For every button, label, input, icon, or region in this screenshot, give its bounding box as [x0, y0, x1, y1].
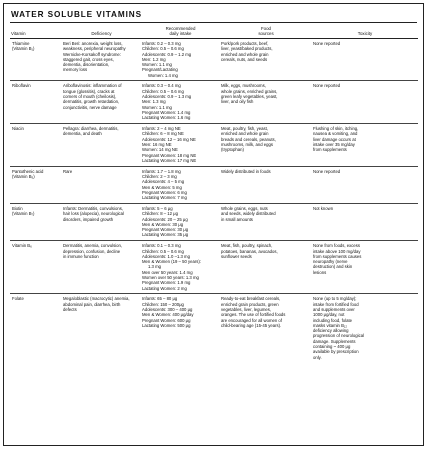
sources-line: enriched grain products, green [221, 301, 279, 307]
vitamin-table [10, 26, 418, 362]
vitamin-table-panel [3, 3, 424, 446]
cell-deficiency [62, 81, 141, 124]
toxicity-line: None reported [313, 168, 341, 174]
toxicity-line: only. [313, 354, 322, 360]
vitamin-line: (Vitamin B₅) [12, 173, 35, 179]
deficiency-line: Wernicke-Korsakoff syndrome: [63, 51, 121, 57]
deficiency-line: dermatitis, growth retardation, [63, 99, 120, 105]
table-row [10, 38, 418, 81]
intake-line: Women: 1.1 mg [142, 62, 172, 68]
deficiency-line: defects [63, 306, 77, 312]
sources-line: Meat, poultry, fish, yeast, [221, 126, 268, 132]
toxicity-line: None (up to 5 mg/day); [313, 296, 357, 302]
deficiency-line: tongue (glossitis), cracks at [63, 88, 115, 94]
page-title: WATER SOLUBLE VITAMINS [11, 10, 142, 19]
deficiency-line: dementia, and death [63, 131, 102, 137]
toxicity-line: progression of neurological [313, 333, 365, 339]
intake-line: Children: 8 – 12 μg [142, 211, 178, 217]
intake-line: 1.3 mg [148, 264, 161, 270]
intake-line: Adolescents: 300 – 400 μg [142, 306, 193, 312]
vitamin-line: Riboflavin [12, 83, 31, 89]
sources-line: Milk, eggs, mushrooms, [221, 83, 266, 89]
cell-intake [141, 38, 220, 81]
column-header-intake-line: Recommended [165, 26, 196, 31]
cell-intake [141, 294, 220, 363]
toxicity-line: intake from fortified food [313, 301, 359, 307]
intake-line: Children: 0.5 – 0.6 mg [142, 46, 184, 52]
intake-line: Adolescents: 1.0 –1.3 mg [142, 253, 190, 259]
column-header-intake-line: daily intake [169, 31, 192, 37]
column-header-sources [220, 26, 312, 38]
intake-line: Lactating Women: 35 μg [142, 232, 189, 238]
cell-deficiency [62, 166, 141, 203]
cell-vitamin [10, 38, 62, 81]
toxicity-line: deficiency allowing [313, 328, 349, 334]
intake-line: Infants: 65 – 80 μg [142, 296, 178, 302]
intake-line: Pregnant Women: 1.9 mg [142, 280, 191, 286]
toxicity-line: masks vitamin B₁₂ [313, 322, 348, 328]
cell-intake [141, 124, 220, 167]
deficiency-line: hair loss (alopecia), neurological [63, 211, 124, 217]
cell-toxicity [312, 166, 418, 203]
cell-deficiency [62, 294, 141, 363]
deficiency-line: memory loss [63, 67, 88, 73]
intake-line: Children: 0.5 – 0.6 mg [142, 248, 184, 254]
cell-vitamin [10, 294, 62, 363]
deficiency-line: weakness, peripheral neuropathy [63, 46, 126, 52]
cell-intake [141, 203, 220, 240]
cell-vitamin [10, 203, 62, 240]
toxicity-line: containing ~ 400 μg [313, 344, 351, 350]
toxicity-line: available by prescription [313, 349, 359, 355]
intake-line: Infants: 0.2 – 0.3 mg [142, 40, 181, 46]
vitamin-line: Thiamine [12, 40, 30, 46]
toxicity-line: intake over 35 mg/day [313, 141, 355, 147]
cell-sources [220, 294, 312, 363]
sources-line: whole grains, enriched grains, [221, 88, 278, 94]
toxicity-line: 1000 μg/day, not [313, 312, 345, 318]
column-header-sources-line: sources [258, 31, 274, 37]
deficiency-line: conjunctivitis, nerve damage [63, 104, 117, 110]
deficiency-line: Rare [63, 168, 73, 174]
intake-line: Women: 1.1 mg [142, 104, 172, 110]
intake-line: Infants: 2 – 4 mg NE [142, 126, 181, 132]
toxicity-line: None from foods, excess [313, 243, 361, 249]
deficiency-line: dementia, disorientation, [63, 62, 110, 68]
table-row [10, 241, 418, 294]
column-header-intake [141, 26, 220, 38]
sources-line: Meat, fish, poultry, spinach, [221, 243, 273, 249]
deficiency-line: Ariboflavinosis: inflammation of [63, 83, 122, 89]
deficiency-line: Megaloblastic (macrocytic) anemia, [63, 296, 130, 302]
vitamin-line: Folate [12, 296, 24, 302]
intake-line: Men & Women: 400 μg/day [142, 312, 194, 318]
intake-line: Men over 50 years: 1.4 mg [142, 269, 193, 275]
intake-line: Men & Women: 30 μg [142, 221, 184, 227]
cell-sources [220, 203, 312, 240]
toxicity-line: from supplements [313, 147, 347, 153]
deficiency-line: depression, confusion, decline [63, 248, 121, 254]
vitamin-line: Biotin [12, 205, 23, 211]
intake-line: Adolescents: 20 – 25 μg [142, 216, 188, 222]
sources-line: Whole grains, eggs, nuts [221, 205, 268, 211]
sources-line: liver, yeast/baked products, [221, 46, 273, 52]
sources-line: mushrooms, milk, and eggs [221, 141, 273, 147]
toxicity-line: including food, folate [313, 317, 352, 323]
cell-toxicity [312, 294, 418, 363]
intake-line: Children: 2 – 3 mg [142, 173, 177, 179]
intake-line: Women: 1.4 mg [148, 72, 178, 78]
sources-line: cereals, nuts, and seeds [221, 56, 268, 62]
intake-line: Pregnant Women: 1.4 mg [142, 109, 191, 115]
table-row [10, 203, 418, 240]
sources-line: are encouraged for all women of [221, 317, 282, 323]
deficiency-line: Dermatitis, anemia, convulsion, [63, 243, 123, 249]
intake-line: Children: 150 – 200μg [142, 301, 184, 307]
cell-sources [220, 166, 312, 203]
intake-line: Pregnant/Lactating [142, 67, 178, 73]
intake-line: Pregnant Women: 6 mg [142, 189, 187, 195]
vitamin-line: Vitamin B₆ [12, 243, 32, 249]
cell-sources [220, 38, 312, 81]
cell-vitamin [10, 81, 62, 124]
intake-line: Infants: 5 – 6 μg [142, 205, 173, 211]
sources-line: Ready-to-eat breakfast cereals, [221, 296, 281, 302]
sources-line: breads and cereals, peanuts, [221, 136, 276, 142]
sources-line: (tryptophan) [221, 147, 244, 153]
toxicity-line: lesions [313, 269, 327, 275]
cell-intake [141, 241, 220, 294]
cell-vitamin [10, 166, 62, 203]
intake-line: Men: 16 mg NE [142, 141, 172, 147]
cell-toxicity [312, 124, 418, 167]
intake-line: Infants: 0.1 – 0.3 mg [142, 243, 181, 249]
cell-sources [220, 241, 312, 294]
toxicity-line: Flushing of skin, itching, [313, 126, 359, 132]
sources-line: green leafy vegetables, yeast, [221, 94, 278, 100]
cell-toxicity [312, 81, 418, 124]
toxicity-line: Not known [313, 205, 334, 211]
toxicity-line: damage. Supplements [313, 338, 356, 344]
sources-line: Pork/pork products, beef, [221, 40, 269, 46]
deficiency-line: corners of mouth (cheilosis), [63, 94, 117, 100]
intake-line: Lactating Women: 17 mg NE [142, 157, 197, 163]
cell-deficiency [62, 38, 141, 81]
deficiency-line: Infants: Dermatitis, convulsions, [63, 205, 123, 211]
intake-line: Men & Women (19 – 50 years): [142, 259, 201, 265]
column-header-sources-line: Food [260, 26, 271, 31]
vitamin-line: (Vitamin B₁) [12, 46, 35, 52]
intake-line: Infants: 0.3 – 0.4 mg [142, 83, 181, 89]
intake-line: Lactating Women: 2 mg [142, 285, 187, 291]
intake-line: Pregnant Women: 18 mg NE [142, 152, 197, 158]
cell-sources [220, 124, 312, 167]
deficiency-line: in immune function [63, 253, 99, 259]
sources-line: oranges. The use of fortified foods [221, 312, 286, 318]
cell-toxicity [312, 38, 418, 81]
sources-line: potatoes, bananas, avocados, [221, 248, 278, 254]
deficiency-line: Pellagra: diarrhea, dermatitis, [63, 126, 119, 132]
sources-line: liver, and oily fish [221, 99, 254, 105]
intake-line: Men & Women: 5 mg [142, 184, 182, 190]
intake-line: Pregnant Women: 30 μg [142, 227, 189, 233]
column-header-deficiency: Deficiency [62, 26, 141, 38]
intake-line: Infants: 1.7 – 1.8 mg [142, 168, 181, 174]
toxicity-line: neuropathy (nerve [313, 259, 348, 265]
intake-line: Lactating Women: 500 μg [142, 322, 191, 328]
sources-line: Widely distributed in foods [221, 168, 271, 174]
deficiency-line: Beri Beri: anorexia, weight loss, [63, 40, 123, 46]
sources-line: child-bearing age (15-45 years). [221, 322, 282, 328]
toxicity-line: liver damage occurs at [313, 136, 356, 142]
cell-sources [220, 81, 312, 124]
sources-line: in small amounts [221, 216, 253, 222]
intake-line: Lactating Women: 7 mg [142, 195, 187, 201]
deficiency-line: staggered gait, cross eyes, [63, 56, 114, 62]
cell-vitamin [10, 241, 62, 294]
intake-line: Men: 1.2 mg [142, 56, 166, 62]
vitamin-line: (Vitamin B₇) [12, 211, 35, 217]
intake-line: Adolescents: 4 – 5 mg [142, 179, 185, 185]
sources-line: enriched and whole grain [221, 51, 269, 57]
intake-line: Pregnant Women: 600 μg [142, 317, 191, 323]
sources-line: enriched and whole grain [221, 131, 269, 137]
cell-deficiency [62, 203, 141, 240]
toxicity-line: None reported [313, 83, 341, 89]
toxicity-line: and supplements over [313, 306, 355, 312]
intake-line: Lactating Women: 1.6 mg [142, 115, 191, 121]
intake-line: Adolescents: 0.9 – 1.3 mg [142, 94, 192, 100]
intake-line: Children: 0.5 – 0.6 mg [142, 88, 184, 94]
toxicity-line: None reported [313, 40, 341, 46]
cell-deficiency [62, 241, 141, 294]
deficiency-line: disorders, impaired growth [63, 216, 114, 222]
toxicity-line: nausea & vomiting, and [313, 131, 358, 137]
cell-vitamin [10, 124, 62, 167]
title-divider [10, 22, 417, 23]
toxicity-line: intake above 100 mg/day [313, 248, 361, 254]
vitamin-line: Niacin [12, 126, 24, 132]
table-row [10, 124, 418, 167]
column-header-vitamin: Vitamin [10, 26, 62, 38]
intake-line: Adolescents: 12 – 16 mg NE [142, 136, 196, 142]
deficiency-line: abdominal pain, diarrhea, birth [63, 301, 121, 307]
table-row [10, 294, 418, 363]
table-row [10, 81, 418, 124]
cell-toxicity [312, 241, 418, 294]
sources-line: and seeds, widely distributed [221, 211, 276, 217]
intake-line: Adolescents: 0.9 – 1.2 mg [142, 51, 192, 57]
cell-intake [141, 166, 220, 203]
sources-line: vegetables, liver, legumes, [221, 306, 272, 312]
table-row [10, 166, 418, 203]
toxicity-line: from supplements causes [313, 253, 362, 259]
cell-toxicity [312, 203, 418, 240]
intake-line: Men: 1.3 mg [142, 99, 166, 105]
column-header-toxicity: Toxicity [312, 26, 418, 38]
vitamin-line: Pantothenic acid [12, 168, 44, 174]
intake-line: Women over 50 years: 1.3 mg [142, 274, 199, 280]
cell-intake [141, 81, 220, 124]
cell-deficiency [62, 124, 141, 167]
table-header-row [10, 26, 418, 38]
intake-line: Women: 14 mg NE [142, 147, 178, 153]
toxicity-line: destruction) and skin [313, 264, 353, 270]
sources-line: sunflower seeds [221, 253, 252, 259]
intake-line: Children: 6 – 8 mg NE [142, 131, 184, 137]
table-body [10, 38, 418, 362]
